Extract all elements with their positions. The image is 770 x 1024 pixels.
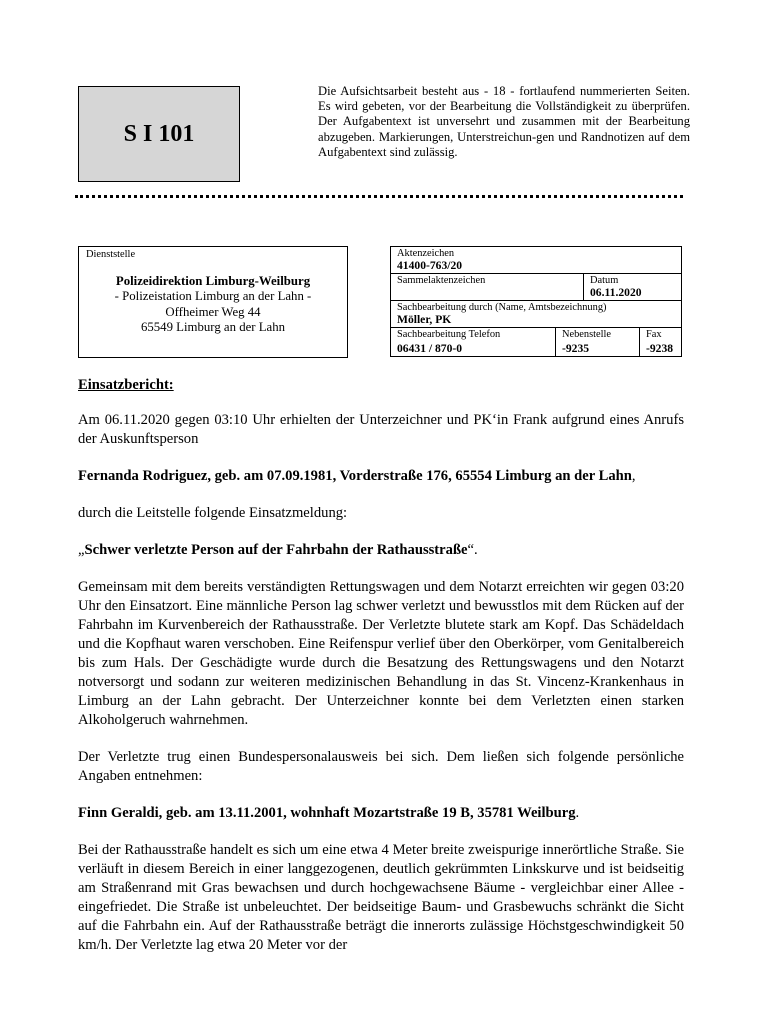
report-paragraph-5: Gemeinsam mit dem bereits verständigten Rettungswagen und dem Notarzt erreichten wir gegen 03:20 Uhr den Einsatzort. Eine männliche Person lag schwer verletzt und bewusstlos mit dem Rücken auf der Fahrbahn im Kurvenbereich der Rathausstraße. Der Verletzte blutete stark am Kopf. Das Schädeldach und die Kopfhaut waren verschoben. Eine Reifenspur verlief über den Oberkörper, vom Genitalbereich bis zum Hals. Der Geschädigte wurde durch die Besatzung des Rettungswagens und den Notarzt notversorgt und sodann zur weiteren medizinischen Behandlung in das St. Vincenz-Krankenhaus in Limburg an der Lahn gebracht. Der Unterzeichner konnte bei dem Verletzten einen starken Alkoholgeruch wahrnehmen. [78, 579, 684, 728]
office-name: Polizeidirektion Limburg-Weilburg [115, 274, 311, 288]
office-address [79, 274, 347, 336]
report-paragraph-2 [78, 467, 684, 486]
quote-open: „ [78, 542, 85, 558]
report-paragraph-6: Der Verletzte trug einen Bundespersonalausweis bei sich. Dem ließen sich folgende persönliche Angaben entnehmen: [78, 749, 684, 784]
nebenstelle-value: -9235 [562, 342, 590, 355]
report-paragraph-8: Bei der Rathausstraße handelt es sich um eine etwa 4 Meter breite zweispurige innerörtliche Straße. Sie verläuft in diesem Bereich in einer langgezogenen, deutlich gekrümmten Linkskurve und ist beidseitig am Straßenrand mit Gras bewachsen und durch hochgewachsene Bäume - vergleichbar einer Allee - eingefriedet. Die Straße ist unbeleuchtet. Der beidseitige Baum- und Grasbewuchs schränkt die Sicht auf die Fahrbahn ein. Auf der Rathausstraße beträgt die innerorts zulässige Höchstgeschwindigkeit 50 km/h. Der Verletzte lag etwa 20 Meter vor der [78, 842, 684, 953]
telefon-cell [391, 327, 555, 356]
report-paragraph-1: Am 06.11.2020 gegen 03:10 Uhr erhielten der Unterzeichner und PK‘in Frank aufgrund eines Anrufs der Auskunftsperson [78, 412, 684, 447]
aktenzeichen-cell [391, 247, 681, 273]
sachbearbeitung-cell [391, 300, 681, 327]
dotted-separator [75, 195, 683, 198]
report-paragraph-3: durch die Leitstelle folgende Einsatzmeldung: [78, 505, 348, 521]
caller-details-end: , [631, 468, 636, 484]
office-box [78, 246, 348, 358]
report-body [78, 376, 684, 955]
exam-instructions: Die Aufsichtsarbeit besteht aus - 18 - fortlaufend nummerierten Seiten. Es wird gebeten, vor der Bearbeitung die Vollständigkeit zu überprüfen. Der Aufgabentext ist unversehrt und zusammen mit der Bearbeitung abzugeben. Markierungen, Unterstreichun-gen und Randnotizen auf dem Aufgabentext sind zulässig. [318, 84, 690, 159]
dispatch-message: Schwer verletzte Person auf der Fahrbahn der Rathausstraße [84, 542, 468, 558]
exam-code: S I 101 [123, 120, 195, 147]
datum-value: 06.11.2020 [590, 286, 642, 299]
telefon-value: 06431 / 870-0 [397, 342, 463, 355]
file-reference-box [390, 246, 682, 357]
aktenzeichen-value: 41400-763/20 [397, 259, 463, 272]
sammel-label: Sammelaktenzeichen [397, 275, 486, 286]
fax-cell [639, 327, 681, 356]
fax-value: -9238 [646, 342, 674, 355]
datum-label: Datum [590, 275, 619, 286]
office-city: 65549 Limburg an der Lahn [140, 320, 286, 335]
injured-person-details: Finn Geraldi, geb. am 13.11.2001, wohnhaft Mozartstraße 19 B, 35781 Weilburg [78, 805, 576, 821]
sachbearbeitung-label: Sachbearbeitung durch (Name, Amtsbezeichnung) [397, 302, 607, 313]
aktenzeichen-label: Aktenzeichen [397, 248, 455, 259]
office-street: Offheimer Weg 44 [165, 304, 261, 319]
nebenstelle-label: Nebenstelle [562, 329, 612, 340]
datum-cell [583, 273, 681, 300]
fax-label: Fax [646, 329, 662, 340]
injured-person-details-end: . [575, 805, 580, 821]
office-label: Dienststelle [86, 249, 136, 260]
exam-code-box [78, 86, 240, 182]
report-heading: Einsatzbericht: [78, 377, 174, 393]
quote-close: “. [467, 542, 478, 558]
sammel-cell [391, 273, 583, 300]
nebenstelle-cell [555, 327, 639, 356]
office-station: - Polizeistation Limburg an der Lahn - [114, 289, 312, 304]
caller-details: Fernanda Rodriguez, geb. am 07.09.1981, Vorderstraße 176, 65554 Limburg an der Lahn [78, 468, 632, 484]
report-paragraph-7 [78, 804, 684, 823]
report-paragraph-4 [78, 541, 684, 560]
sachbearbeitung-value: Möller, PK [397, 313, 452, 326]
telefon-label: Sachbearbeitung Telefon [397, 329, 501, 340]
